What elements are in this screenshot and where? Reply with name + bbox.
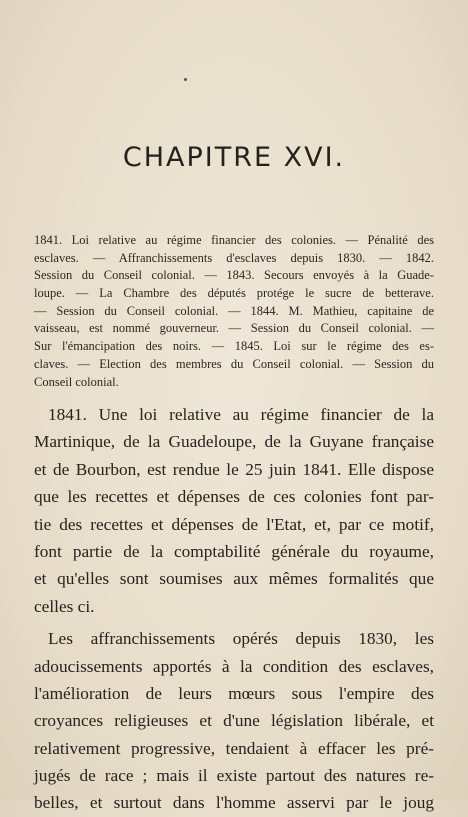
chapter-title: CHAPITRE XVI.: [122, 142, 346, 173]
summary-line: loupe. — La Chambre des députés protége le sucre de betterave.: [34, 286, 434, 301]
summary-line: Sur l'émancipation des noirs. — 1845. Loi sur le régime des es-: [34, 339, 434, 354]
body-line: croyances religieuses et d'une législation libérale, et: [34, 711, 434, 731]
body-line: relativement progressive, tendaient à effacer les pré-: [34, 738, 434, 758]
summary-line: Session du Conseil colonial. — 1843. Secours envoyés à la Guade-: [34, 268, 434, 283]
body-line: Les affranchissements opérés depuis 1830, les: [48, 629, 434, 649]
body-line: font partie de la comptabilité générale du royaume,: [34, 541, 434, 561]
body-line: adoucissements apportés à la condition des esclaves,: [34, 656, 434, 676]
summary-line: Conseil colonial.: [34, 374, 119, 389]
body-line: belles, et surtout dans l'homme asservi par le joug: [34, 793, 434, 813]
body-line: jugés de race ; mais il existe partout des natures re-: [34, 766, 434, 786]
body-line: l'amélioration de leurs mœurs sous l'empire des: [34, 683, 434, 703]
body-line: et de Bourbon, est rendue le 25 juin 1841. Elle dispose: [34, 459, 434, 479]
chapter-summary: [34, 232, 434, 391]
body-line: et qu'elles sont soumises aux mêmes formalités que: [34, 569, 434, 589]
summary-line: vaisseau, est nommé gouverneur. — Session du Conseil colonial. —: [34, 321, 434, 336]
summary-line: claves. — Election des membres du Conseil colonial. — Session du: [34, 356, 434, 371]
page-speck: [184, 78, 187, 81]
summary-line: esclaves. — Affranchissements d'esclaves depuis 1830. — 1842.: [34, 250, 434, 265]
body-line: 1841. Une loi relative au régime financier de la: [48, 405, 434, 424]
body-line: celles ci.: [34, 596, 95, 616]
summary-line: 1841. Loi relative au régime financier des colonies. — Pénalité des: [34, 233, 434, 247]
chapter-body: [34, 401, 434, 817]
summary-line: — Session du Conseil colonial. — 1844. M. Mathieu, capitaine de: [34, 303, 434, 318]
body-line: que les recettes et dépenses de ces colonies font par-: [34, 487, 434, 507]
body-line: Martinique, de la Guadeloupe, de la Guyane française: [34, 432, 434, 452]
body-line: tie des recettes et dépenses de l'Etat, et, par ce motif,: [34, 514, 434, 534]
